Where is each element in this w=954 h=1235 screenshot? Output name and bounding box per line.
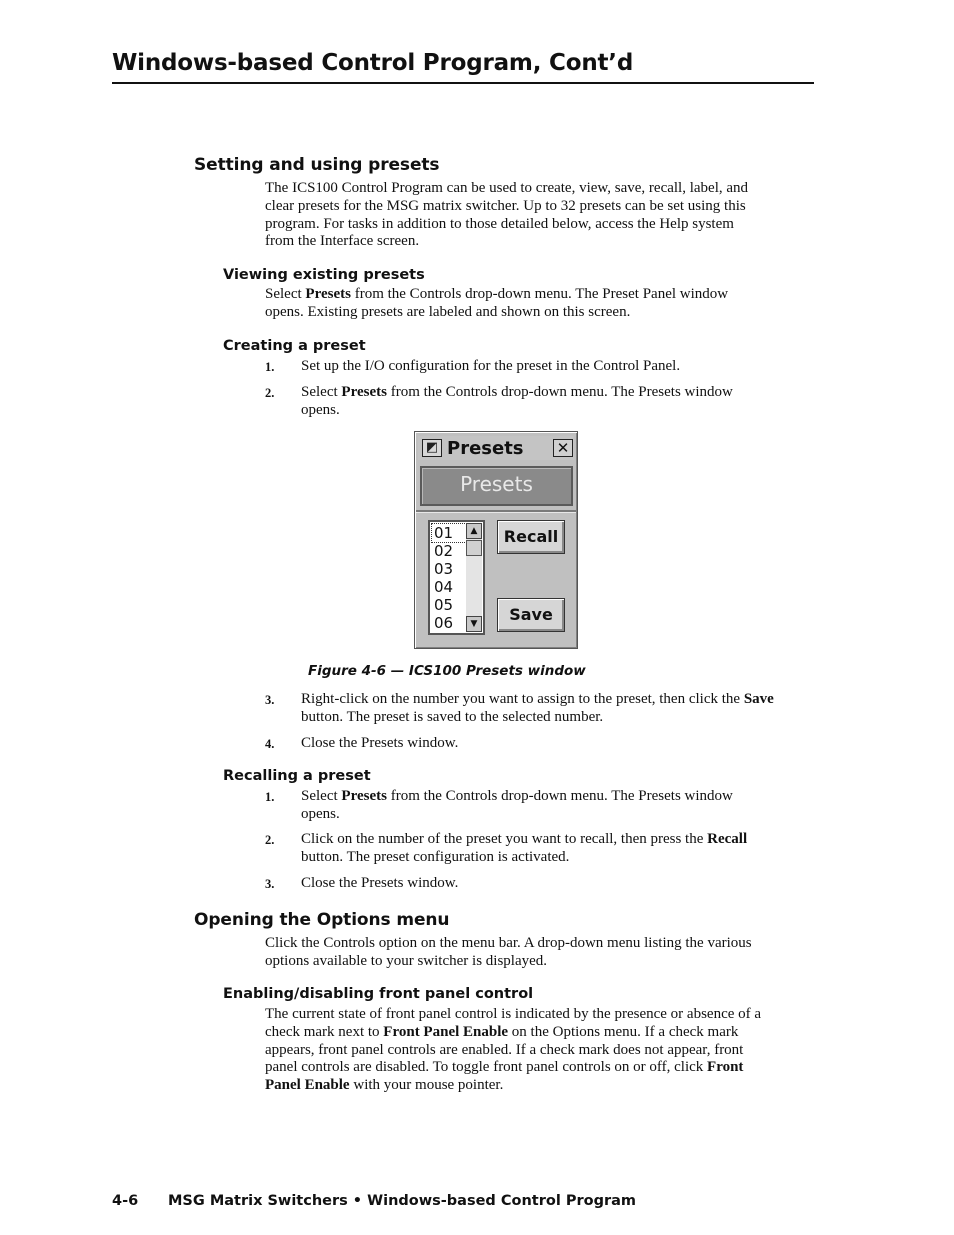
text: opens. Existing presets are labeled and shown on this screen. — [265, 303, 631, 320]
intro-paragraph — [265, 180, 748, 251]
text: opens. — [301, 401, 340, 418]
text: button. The preset configuration is activated. — [301, 848, 570, 865]
window-title-bar[interactable] — [418, 436, 574, 460]
text: from the Controls drop-down menu. The Preset Panel window — [350, 286, 729, 302]
text: Select — [301, 788, 342, 804]
options-paragraph — [265, 935, 752, 971]
text: button. The preset is saved to the selected number. — [301, 708, 604, 725]
bold-term: Front Panel Enable — [383, 1023, 509, 1040]
text: check mark next to — [265, 1023, 384, 1040]
intro-line: program. For tasks in addition to those detailed below, access the Help system — [265, 215, 734, 232]
intro-line: clear presets for the MSG matrix switcher. Up to 32 presets can be set using this — [265, 197, 746, 214]
step-number: 3. — [265, 877, 275, 891]
scroll-thumb[interactable] — [466, 540, 482, 556]
intro-line: The ICS100 Control Program can be used to create, view, save, recall, label, and — [265, 180, 749, 196]
enabling-paragraph — [265, 1006, 761, 1095]
text: appears, front panel controls are enabled. If a check mark does not appear, front — [265, 1041, 744, 1058]
scroll-up-icon[interactable]: ▲ — [466, 523, 482, 539]
section-heading-presets: Setting and using presets — [194, 155, 440, 175]
subheading-creating: Creating a preset — [223, 338, 366, 354]
step-number: 2. — [265, 386, 275, 400]
title-rule — [112, 82, 814, 84]
list-item[interactable]: 01 — [432, 524, 468, 542]
section-heading-options: Opening the Options menu — [194, 910, 450, 930]
step-number: 2. — [265, 833, 275, 847]
step-text: Close the Presets window. — [301, 875, 459, 891]
list-item[interactable]: 06 — [434, 614, 454, 632]
list-item[interactable]: 02 — [434, 542, 454, 560]
step-text — [301, 691, 774, 727]
bold-term: Presets — [341, 788, 387, 804]
step-text — [301, 788, 733, 824]
text: Click on the number of the preset you want to recall, then press the — [301, 831, 708, 847]
step-text: Set up the I/O configuration for the preset in the Control Panel. — [301, 358, 681, 374]
step-number: 1. — [265, 360, 275, 374]
step-number: 3. — [265, 693, 275, 707]
text: on the Options menu. If a check mark — [508, 1023, 739, 1040]
bold-term: Panel Enable — [265, 1077, 350, 1094]
preset-listbox[interactable] — [428, 520, 485, 635]
window-title: Presets — [447, 438, 524, 459]
text: options available to your switcher is displayed. — [265, 952, 548, 969]
text: from the Controls drop-down menu. The Presets window — [386, 788, 733, 804]
text: Select — [265, 286, 306, 302]
step-text — [301, 384, 733, 420]
presets-window — [414, 431, 578, 649]
page-title: Windows-based Control Program, Cont’d — [112, 50, 634, 76]
list-item[interactable]: 05 — [434, 596, 454, 614]
recall-button[interactable]: Recall — [497, 520, 565, 554]
text: Click the Controls option on the menu bar. A drop-down menu listing the various — [265, 935, 752, 951]
step-text — [301, 831, 747, 867]
text: Select — [301, 384, 342, 400]
text: opens. — [301, 805, 340, 822]
subheading-enabling: Enabling/disabling front panel control — [223, 986, 534, 1002]
figure-caption: Figure 4-6 — ICS100 Presets window — [308, 663, 586, 679]
save-button[interactable]: Save — [497, 598, 565, 632]
text: The current state of front panel control is indicated by the presence or absence of a — [265, 1006, 762, 1022]
bold-term: Presets — [305, 286, 351, 302]
text: from the Controls drop-down menu. The Presets window — [386, 384, 733, 400]
bold-term: Front — [707, 1059, 744, 1076]
viewing-paragraph — [265, 286, 728, 322]
bold-term: Recall — [707, 831, 748, 847]
subheading-recalling: Recalling a preset — [223, 768, 371, 784]
close-button[interactable]: ✕ — [553, 439, 573, 457]
step-number: 4. — [265, 737, 275, 751]
list-item[interactable]: 03 — [434, 560, 454, 578]
bold-term: Save — [743, 691, 774, 707]
banner-label: Presets — [460, 472, 533, 496]
step-number: 1. — [265, 790, 275, 804]
scrollbar[interactable] — [466, 523, 482, 632]
text: with your mouse pointer. — [349, 1077, 504, 1094]
presets-banner — [420, 466, 573, 506]
text: Right-click on the number you want to assign to the preset, then click the — [301, 691, 744, 707]
text: panel controls are disabled. To toggle front panel controls on or off, click — [265, 1059, 708, 1076]
intro-line: from the Interface screen. — [265, 233, 420, 250]
step-text: Close the Presets window. — [301, 735, 459, 751]
list-item[interactable]: 04 — [434, 578, 454, 596]
page-number: 4-6 — [112, 1193, 139, 1209]
bold-term: Presets — [341, 384, 387, 400]
footer-text: MSG Matrix Switchers • Windows-based Control Program — [168, 1193, 637, 1209]
divider — [416, 510, 576, 513]
preset-list — [432, 524, 468, 632]
app-icon: ◩ — [422, 439, 442, 457]
scroll-down-icon[interactable]: ▼ — [466, 616, 482, 632]
subheading-viewing: Viewing existing presets — [223, 267, 425, 283]
